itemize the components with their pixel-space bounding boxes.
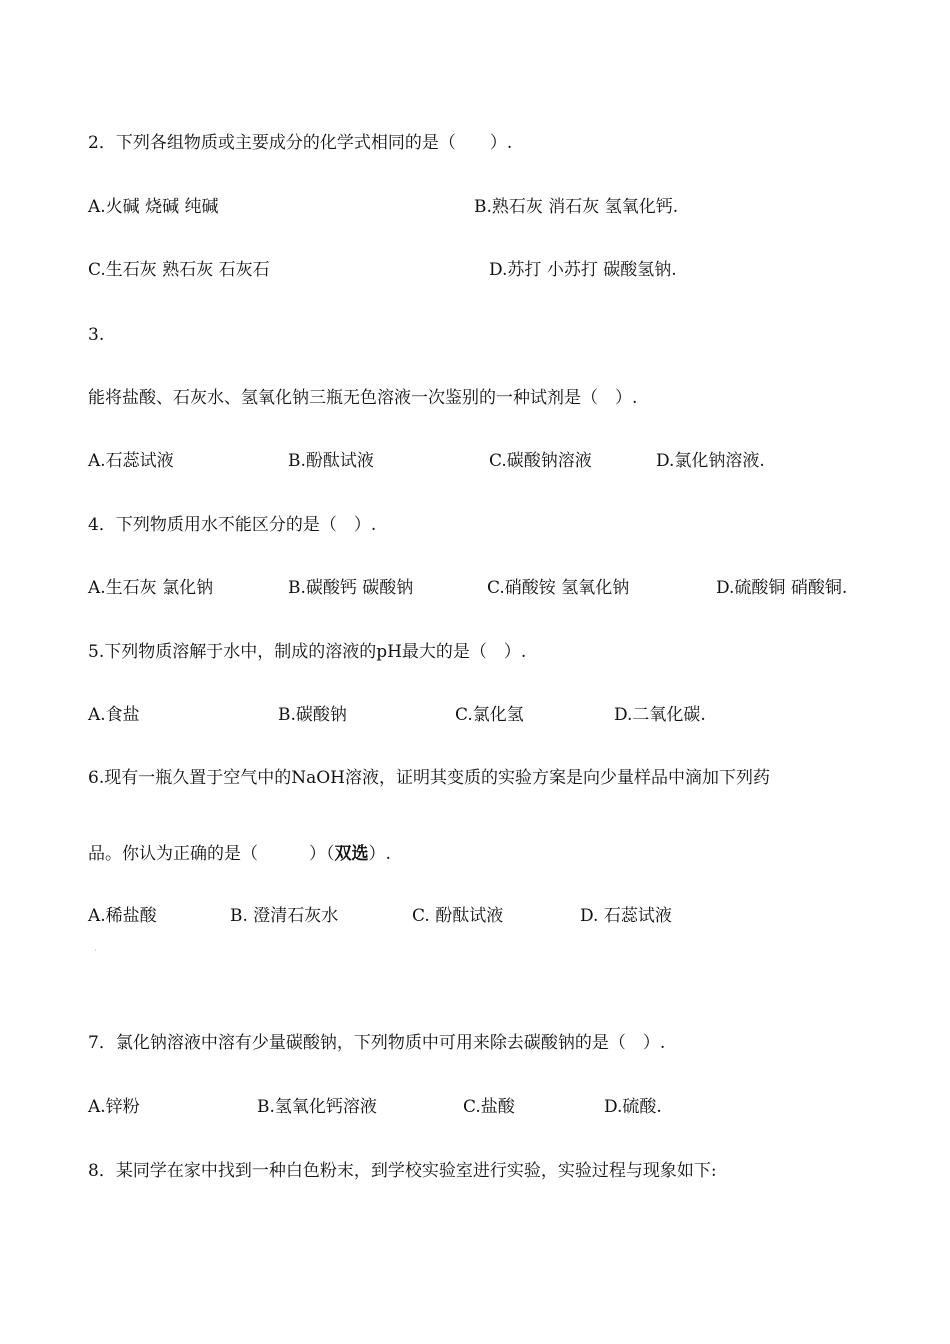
q7-option-d: D.硫酸. — [604, 1097, 662, 1117]
q3-option-c: C.碳酸钠溶液 — [489, 451, 592, 471]
q2-option-b: B.熟石灰 消石灰 氢氧化钙. — [474, 197, 679, 217]
q5-option-d: D.二氧化碳. — [614, 705, 706, 725]
q4-option-c: C.硝酸铵 氢氧化钠 — [487, 578, 630, 598]
q6-option-a: A.稀盐酸 — [88, 906, 157, 926]
q7-option-c: C.盐酸 — [463, 1097, 515, 1117]
q5-option-a: A.食盐 — [88, 705, 140, 725]
q6-option-c: C. 酚酞试液 — [412, 906, 504, 926]
paragraph-mark: · — [94, 946, 97, 955]
q2-stem: 2．下列各组物质或主要成分的化学式相同的是（ ）. — [88, 133, 513, 153]
q5-option-c: C.氯化氢 — [455, 705, 524, 725]
q6-stem-line2 — [88, 843, 391, 865]
q4-stem: 4．下列物质用水不能区分的是（ ）. — [88, 515, 377, 535]
q2-option-d: D.苏打 小苏打 碳酸氢钠. — [489, 260, 677, 280]
q4-option-d: D.硫酸铜 硝酸铜. — [716, 578, 848, 598]
q3-number: 3. — [88, 325, 105, 345]
q2-option-c: C.生石灰 熟石灰 石灰石 — [88, 260, 270, 280]
q6-stem-text: 品。你认为正确的是（ ）（ — [88, 844, 335, 864]
q3-option-b: B.酚酞试液 — [288, 451, 374, 471]
q3-option-d: D.氯化钠溶液. — [656, 451, 765, 471]
q6-stem-close: ）. — [368, 844, 391, 864]
q4-option-a: A.生石灰 氯化钠 — [88, 578, 214, 598]
q3-stem: 能将盐酸、石灰水、氢氧化钠三瓶无色溶液一次鉴别的一种试剂是（ ）. — [88, 388, 638, 408]
q2-option-a: A.火碱 烧碱 纯碱 — [88, 197, 219, 217]
q5-stem: 5.下列物质溶解于水中，制成的溶液的pH最大的是（ ）. — [88, 642, 527, 662]
q7-option-a: A.锌粉 — [88, 1097, 140, 1117]
q6-option-b: B. 澄清石灰水 — [230, 906, 339, 926]
q7-stem: 7．氯化钠溶液中溶有少量碳酸钠，下列物质中可用来除去碳酸钠的是（ ）. — [88, 1033, 666, 1053]
q3-option-a: A.石蕊试液 — [88, 451, 174, 471]
q6-option-d: D. 石蕊试液 — [580, 906, 672, 926]
q6-double-choice-label: 双选 — [334, 844, 369, 864]
q5-option-b: B.碳酸钠 — [278, 705, 347, 725]
q7-option-b: B.氢氧化钙溶液 — [257, 1097, 377, 1117]
q4-option-b: B.碳酸钙 碳酸钠 — [288, 578, 414, 598]
q6-stem-line1: 6.现有一瓶久置于空气中的NaOH溶液，证明其变质的实验方案是向少量样品中滴加下列药 — [88, 768, 770, 788]
q8-stem: 8．某同学在家中找到一种白色粉末，到学校实验室进行实验，实验过程与现象如下: — [88, 1161, 717, 1181]
